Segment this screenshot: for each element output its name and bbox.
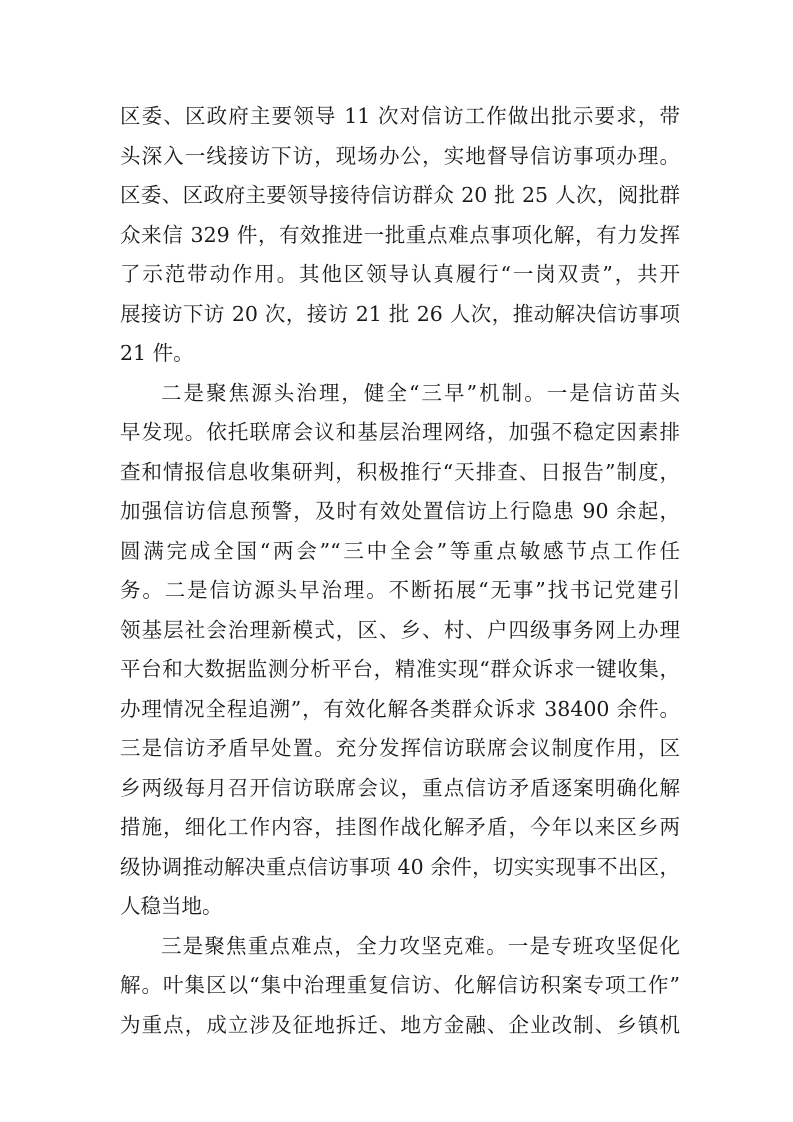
text-line: 措施，细化工作内容，挂图作战化解矛盾，今年以来区乡两 — [120, 815, 680, 839]
text-line: 办理情况全程追溯”，有效化解各类群众诉求 38400 余件。 — [120, 696, 680, 721]
text-line: 展接访下访 20 次，接访 21 批 26 人次，推动解决信访事项 — [120, 301, 680, 326]
text-line: 了示范带动作用。其他区领导认真履行“一岗双责”，共开 — [120, 262, 680, 286]
text-line: 三是信访矛盾早处置。充分发挥信访联席会议制度作用，区 — [120, 736, 680, 760]
text-line: 区委、区政府主要领导接待信访群众 20 批 25 人次，阅批群 — [120, 183, 680, 207]
paragraph-heading-line: 二是聚焦源头治理，健全“三早”机制。一是信访苗头 — [161, 380, 680, 405]
body-text — [120, 97, 680, 1045]
paragraph-heading-line: 三是聚焦重点难点，全力攻坚克难。一是专班攻坚促化 — [161, 933, 680, 958]
text-line: 众来信 329 件，有效推进一批重点难点事项化解，有力发挥 — [120, 222, 680, 247]
text-line: 区委、区政府主要领导 11 次对信访工作做出批示要求，带 — [120, 104, 680, 128]
text-line: 早发现。依托联席会议和基层治理网络，加强不稳定因素排 — [120, 420, 680, 444]
text-line: 加强信访信息预警，及时有效处置信访上行隐患 90 余起， — [120, 499, 680, 523]
text-line: 领基层社会治理新模式，区、乡、村、户四级事务网上办理 — [120, 617, 680, 642]
text-line: 乡两级每月召开信访联席会议，重点信访矛盾逐案明确化解 — [120, 775, 680, 800]
text-line: 人稳当地。 — [120, 894, 223, 918]
text-line: 级协调推动解决重点信访事项 40 余件，切实实现事不出区， — [120, 854, 680, 879]
text-line: 解。叶集区以“集中治理重复信访、化解信访积案专项工作” — [120, 973, 680, 997]
text-line: 务。二是信访源头早治理。不断拓展“无事”找书记党建引 — [120, 578, 680, 602]
text-line: 21 件。 — [120, 341, 194, 365]
text-line: 查和情报信息收集研判，积极推行“天排查、日报告”制度， — [120, 459, 680, 484]
text-line: 圆满完成全国“两会”“三中全会”等重点敏感节点工作任 — [120, 538, 680, 563]
text-line: 头深入一线接访下访，现场办公，实地督导信访事项办理。 — [120, 143, 680, 168]
text-line: 平台和大数据监测分析平台，精准实现“群众诉求一键收集， — [120, 657, 680, 681]
text-line: 为重点，成立涉及征地拆迁、地方金融、企业改制、乡镇机 — [120, 1012, 680, 1037]
